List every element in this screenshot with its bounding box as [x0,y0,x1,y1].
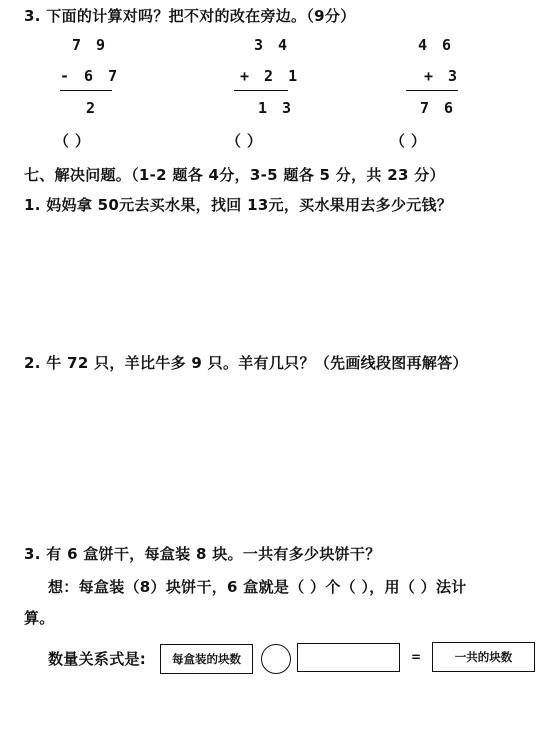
calc-2-result: 1 3 [258,99,295,117]
problem-3: 3. 有 6 盒饼干，每盒装 8 块。一共有多少块饼干？ [24,545,381,563]
relation-box-total-count: 一共的块数 [432,642,535,672]
section-7-header: 七、解决问题。（1-2 题各 4分，3-5 题各 5 分，共 23 分） [24,166,445,184]
calc-2-underline [234,90,288,91]
problem-1: 1. 妈妈拿 50元去买水果，找回 13元，买水果用去多少元钱？ [24,196,453,214]
calc-3-top: 4 6 [418,36,455,54]
calc-3-underline [406,90,458,91]
calc-3-result: 7 6 [420,99,457,117]
calc-1-top: 7 9 [72,36,109,54]
equals-sign: = [411,650,422,664]
calc-3-answer-bracket[interactable]: （ ） [390,132,427,150]
operator-circle[interactable] [261,644,291,674]
calc-3-operand: + 3 [424,67,461,85]
calc-1-underline [60,90,112,91]
calc-2-answer-bracket[interactable]: （ ） [226,132,263,150]
calc-1-result: 2 [86,99,99,117]
calc-2-top: 3 4 [254,36,291,54]
calc-1-operand: - 6 7 [60,67,121,85]
think-prompt-line-1: 想：每盒装（8）块饼干，6 盒就是（ ）个（ ），用（ ）法计 [48,578,467,596]
calc-2-operand: + 2 1 [240,67,301,85]
question-3-header: 3. 下面的计算对吗？把不对的改在旁边。（9分） [24,7,356,25]
problem-2: 2. 牛 72 只，羊比牛多 9 只。羊有几只？（先画线段图再解答） [24,354,468,372]
calc-1-answer-bracket[interactable]: （ ） [54,132,91,150]
relation-label: 数量关系式是: [48,650,147,668]
relation-box-blank[interactable] [297,643,400,672]
think-prompt-line-2: 算。 [24,609,55,627]
relation-box-per-box-count: 每盒装的块数 [160,644,253,674]
